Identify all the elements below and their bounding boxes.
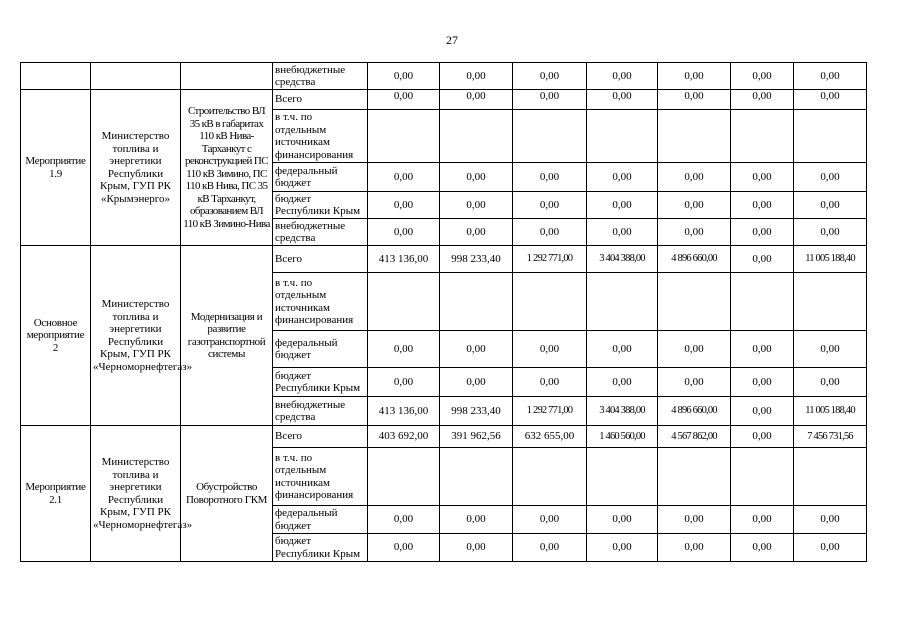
amount-cell: 11 005 188,40	[794, 246, 867, 273]
amount-cell: 0,00	[587, 368, 658, 397]
amount-cell: 0,00	[731, 246, 794, 273]
amount-cell: 0,00	[794, 506, 867, 534]
amount-cell: 0,00	[731, 331, 794, 368]
amount-cell: 7 456 731,56	[794, 426, 867, 448]
amount-cell: 1 292 771,00	[513, 246, 587, 273]
amount-cell: 0,00	[513, 368, 587, 397]
amount-cell	[368, 273, 440, 331]
amount-cell: 0,00	[440, 219, 513, 246]
amount-cell: 0,00	[368, 331, 440, 368]
amount-cell	[794, 273, 867, 331]
amount-cell: 0,00	[794, 219, 867, 246]
amount-cell: 0,00	[587, 506, 658, 534]
amount-cell: 0,00	[658, 219, 731, 246]
amount-cell: 0,00	[368, 219, 440, 246]
funding-source-cell: в т.ч. по отдельным источникам финансирования	[273, 448, 368, 506]
table-row	[21, 426, 867, 448]
amount-cell: 3 404 388,00	[587, 397, 658, 426]
amount-cell: 0,00	[794, 163, 867, 192]
amount-cell	[368, 110, 440, 163]
measure-cell: Мероприятие 1.9	[21, 90, 91, 246]
funding-source-cell: федеральный бюджет	[273, 331, 368, 368]
amount-cell	[794, 110, 867, 163]
funding-source-cell: бюджет Республики Крым	[273, 534, 368, 562]
amount-cell	[658, 273, 731, 331]
amount-cell	[513, 273, 587, 331]
amount-cell: 0,00	[513, 163, 587, 192]
funding-source-cell: внебюджетные средства	[273, 63, 368, 90]
page-number: 27	[446, 33, 458, 47]
amount-cell	[658, 448, 731, 506]
amount-cell	[731, 448, 794, 506]
amount-cell: 0,00	[513, 192, 587, 219]
amount-cell: 0,00	[731, 534, 794, 562]
table-row	[21, 63, 867, 90]
table-row	[21, 246, 867, 273]
amount-cell: 0,00	[440, 506, 513, 534]
amount-cell: 0,00	[731, 397, 794, 426]
amount-cell: 0,00	[368, 506, 440, 534]
description-cell	[181, 63, 273, 90]
amount-cell: 4 896 660,00	[658, 397, 731, 426]
description-cell: Обустройство Поворотного ГКМ	[181, 426, 273, 562]
executor-cell: Министерство топлива и энергетики Республики Крым, ГУП РК «Черноморнефтегаз»	[91, 426, 181, 562]
amount-cell: 0,00	[440, 331, 513, 368]
amount-cell: 0,00	[368, 534, 440, 562]
measure-cell: Мероприятие 2.1	[21, 426, 91, 562]
amount-cell: 0,00	[731, 163, 794, 192]
amount-cell: 0,00	[513, 63, 587, 90]
measure-cell: Основное мероприятие 2	[21, 246, 91, 426]
amount-cell: 0,00	[440, 163, 513, 192]
amount-cell: 0,00	[731, 90, 794, 110]
amount-cell: 0,00	[513, 506, 587, 534]
description-cell: Строительство ВЛ 35 кВ в габаритах 110 кВ Нива-Тарханкут с реконструкцией ПС 110 кВ Зимино, ПС 110 кВ Нива, ПС 35 кВ Тарханкут, образованием ВЛ 110 кВ Зимино-Нива	[181, 90, 273, 246]
amount-cell: 0,00	[794, 331, 867, 368]
amount-cell	[794, 448, 867, 506]
amount-cell: 0,00	[440, 63, 513, 90]
amount-cell: 0,00	[658, 90, 731, 110]
amount-cell	[440, 448, 513, 506]
amount-cell: 0,00	[658, 163, 731, 192]
table-row	[21, 90, 867, 110]
amount-cell: 0,00	[368, 192, 440, 219]
amount-cell: 3 404 388,00	[587, 246, 658, 273]
amount-cell	[587, 448, 658, 506]
amount-cell: 391 962,56	[440, 426, 513, 448]
amount-cell: 0,00	[658, 63, 731, 90]
amount-cell: 0,00	[794, 63, 867, 90]
executor-cell: Министерство топлива и энергетики Республики Крым, ГУП РК «Крымэнерго»	[91, 90, 181, 246]
amount-cell: 0,00	[587, 63, 658, 90]
amount-cell: 413 136,00	[368, 397, 440, 426]
funding-source-cell: федеральный бюджет	[273, 506, 368, 534]
amount-cell: 0,00	[658, 534, 731, 562]
amount-cell: 0,00	[794, 534, 867, 562]
amount-cell: 403 692,00	[368, 426, 440, 448]
funding-source-cell: внебюджетные средства	[273, 219, 368, 246]
amount-cell: 0,00	[731, 426, 794, 448]
amount-cell: 0,00	[368, 163, 440, 192]
amount-cell: 0,00	[513, 90, 587, 110]
funding-source-cell: внебюджетные средства	[273, 397, 368, 426]
amount-cell	[513, 448, 587, 506]
amount-cell	[731, 110, 794, 163]
amount-cell: 1 292 771,00	[513, 397, 587, 426]
executor-cell: Министерство топлива и энергетики Республики Крым, ГУП РК «Черноморнефтегаз»	[91, 246, 181, 426]
amount-cell	[440, 273, 513, 331]
amount-cell: 0,00	[440, 534, 513, 562]
amount-cell: 0,00	[587, 219, 658, 246]
amount-cell	[513, 110, 587, 163]
amount-cell	[368, 448, 440, 506]
amount-cell: 0,00	[587, 163, 658, 192]
measure-cell	[21, 63, 91, 90]
amount-cell: 0,00	[513, 331, 587, 368]
amount-cell: 0,00	[794, 90, 867, 110]
amount-cell: 998 233,40	[440, 397, 513, 426]
amount-cell: 0,00	[587, 534, 658, 562]
amount-cell: 0,00	[513, 219, 587, 246]
financing-table	[20, 62, 867, 562]
amount-cell: 632 655,00	[513, 426, 587, 448]
amount-cell: 0,00	[731, 192, 794, 219]
funding-source-cell: Всего	[273, 246, 368, 273]
funding-source-cell: в т.ч. по отдельным источникам финансирования	[273, 273, 368, 331]
funding-source-cell: в т.ч. по отдельным источникам финансирования	[273, 110, 368, 163]
amount-cell: 11 005 188,40	[794, 397, 867, 426]
funding-source-cell: бюджет Республики Крым	[273, 192, 368, 219]
amount-cell: 0,00	[731, 368, 794, 397]
amount-cell: 1 460 560,00	[587, 426, 658, 448]
amount-cell: 0,00	[658, 331, 731, 368]
description-cell: Модернизация и развитие газотранспортной системы	[181, 246, 273, 426]
amount-cell: 4 896 660,00	[658, 246, 731, 273]
amount-cell: 0,00	[658, 506, 731, 534]
amount-cell	[587, 273, 658, 331]
amount-cell: 0,00	[368, 368, 440, 397]
amount-cell	[658, 110, 731, 163]
amount-cell: 0,00	[440, 192, 513, 219]
amount-cell: 0,00	[587, 90, 658, 110]
executor-cell	[91, 63, 181, 90]
amount-cell: 0,00	[440, 368, 513, 397]
funding-source-cell: бюджет Республики Крым	[273, 368, 368, 397]
funding-source-cell: Всего	[273, 90, 368, 110]
amount-cell: 0,00	[587, 331, 658, 368]
amount-cell: 998 233,40	[440, 246, 513, 273]
amount-cell: 0,00	[513, 534, 587, 562]
amount-cell: 413 136,00	[368, 246, 440, 273]
amount-cell	[731, 273, 794, 331]
amount-cell	[440, 110, 513, 163]
amount-cell: 0,00	[587, 192, 658, 219]
amount-cell: 0,00	[368, 63, 440, 90]
amount-cell: 0,00	[440, 90, 513, 110]
amount-cell: 0,00	[731, 219, 794, 246]
funding-source-cell: федеральный бюджет	[273, 163, 368, 192]
amount-cell: 0,00	[731, 506, 794, 534]
amount-cell: 0,00	[658, 368, 731, 397]
amount-cell: 0,00	[368, 90, 440, 110]
amount-cell: 0,00	[658, 192, 731, 219]
amount-cell	[587, 110, 658, 163]
amount-cell: 0,00	[794, 192, 867, 219]
amount-cell: 4 567 862,00	[658, 426, 731, 448]
amount-cell: 0,00	[794, 368, 867, 397]
funding-source-cell: Всего	[273, 426, 368, 448]
amount-cell: 0,00	[731, 63, 794, 90]
